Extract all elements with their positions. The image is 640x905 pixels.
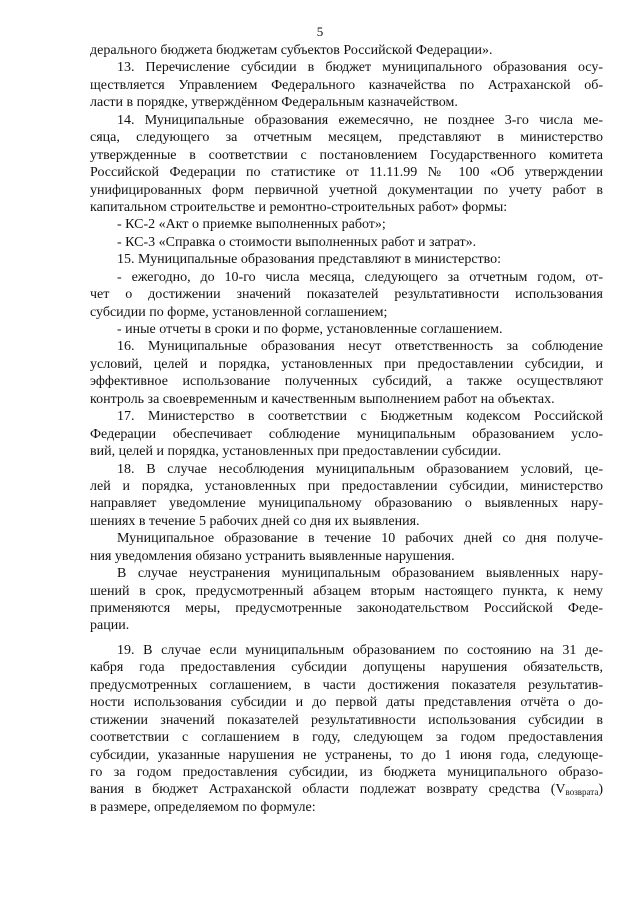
text-line-content: чет о достижении значений показателей результативности использования — [90, 287, 603, 303]
text-line — [90, 461, 603, 478]
text-line-content: 19. В случае если муниципальным образованием по состоянию на 31 де- — [117, 642, 603, 658]
text-line — [90, 42, 603, 59]
text-line-content: ласти в порядке, утверждённом Федеральным казначейством. — [90, 95, 458, 111]
text-line — [90, 391, 603, 408]
text-line — [90, 147, 603, 164]
text-line-content: предусмотренных соглашением, в части достижения показателя результатив- — [90, 677, 603, 693]
text-line — [90, 677, 603, 694]
document-body — [90, 42, 603, 816]
text-line — [90, 642, 603, 659]
text-line-content: лей и порядка, установленных при предоставлении субсидии, министерство — [90, 478, 603, 494]
page-number: 5 — [316, 24, 324, 39]
text-line — [90, 251, 603, 268]
text-line — [90, 408, 603, 425]
text-line-content: вания в бюджет Астраханской области подлежат возврату средства (V — [90, 782, 566, 798]
text-line-content: унифицированных форм первичной учетной документации по учету работ в — [90, 182, 603, 198]
text-line — [90, 583, 603, 600]
subscript: возврата — [565, 787, 599, 798]
text-line-content: 17. Министерство в соответствии с Бюджетным кодексом Российской — [117, 409, 603, 425]
text-line — [90, 443, 603, 460]
text-line-content: стижении значений показателей результативности использования субсидии в — [90, 712, 603, 728]
text-line-content: ществляется Управлением Федерального казначейства по Астраханской об- — [90, 77, 603, 93]
text-line-content: кабря года предоставления субсидии допущены нарушения обязательств, — [90, 660, 603, 676]
text-line — [90, 77, 603, 94]
text-line — [90, 548, 603, 565]
text-line — [90, 112, 603, 129]
text-line — [90, 729, 603, 746]
text-line-content: рации. — [90, 618, 130, 634]
text-line-content: 13. Перечисление субсидии в бюджет муниципального образования осу- — [117, 60, 603, 76]
text-line-content: в размере, определяемом по формуле: — [90, 799, 316, 815]
text-line — [90, 799, 603, 816]
text-line — [90, 694, 603, 711]
text-line-content: 18. В случае несоблюдения муниципальным образованием условий, це- — [117, 461, 603, 477]
text-line — [90, 321, 603, 338]
text-line — [90, 199, 603, 216]
text-line-content: - КС-2 «Акт о приемке выполненных работ»; — [117, 217, 386, 233]
text-line-content: сяца, следующего за отчетным месяцем, представляют в министерство — [90, 130, 603, 146]
text-line-content: контроль за своевременным и качественным выполнением работ на объектах. — [90, 391, 555, 407]
text-line — [90, 129, 603, 146]
text-line-content: направляет уведомление муниципальному образованию о выявленных нару- — [90, 496, 603, 512]
text-line-content: 16. Муниципальные образования несут ответственность за соблюдение — [117, 339, 603, 355]
text-line-content: - ежегодно, до 10-го числа месяца, следующего за отчетным годом, от- — [117, 269, 603, 285]
text-line-content: шениях в течение 5 рабочих дней со дня их выявления. — [90, 513, 420, 529]
text-line-content: - иные отчеты в сроки и по форме, установленные соглашением. — [117, 322, 503, 337]
text-line — [90, 513, 603, 530]
text-line — [90, 747, 603, 764]
text-line — [90, 269, 603, 286]
text-line — [90, 356, 603, 373]
text-line — [90, 565, 603, 582]
text-line — [90, 617, 603, 634]
text-line — [90, 781, 603, 798]
text-line — [90, 216, 603, 233]
text-line-content: условий, целей и порядка, установленных при предоставлении субсидии, и — [90, 356, 603, 372]
text-line-content: вий, целей и порядка, установленных при предоставлении субсидии. — [90, 444, 502, 460]
text-line-content: В случае неустранения муниципальным образованием выявленных нару- — [117, 566, 603, 582]
text-line-content: соответствии с соглашением в году, следующем за годом предоставления — [90, 730, 603, 746]
text-line — [90, 600, 603, 617]
text-line — [90, 59, 603, 76]
text-line — [90, 764, 603, 781]
text-line-content: эффективное использование полученных субсидий, а также осуществляют — [90, 374, 603, 390]
text-line-content: капитальном строительстве и ремонтно-строительных работ» формы: — [90, 199, 508, 215]
text-line-content: Муниципальное образование в течение 10 рабочих дней со дня получе- — [117, 531, 603, 547]
text-line — [90, 495, 603, 512]
text-line — [90, 426, 603, 443]
text-line — [90, 164, 603, 181]
text-line-suffix: ) — [598, 782, 603, 798]
text-line — [90, 530, 603, 547]
text-line-content: 14. Муниципальные образования ежемесячно, не позднее 3-го числа ме- — [117, 112, 603, 128]
text-line-content: Федерации обеспечивает соблюдение муниципальным образованием усло- — [90, 426, 603, 442]
text-line-content: ния уведомления обязано устранить выявленные нарушения. — [90, 548, 455, 564]
text-line-content: 15. Муниципальные образования представляют в министерство: — [117, 252, 502, 268]
text-line — [90, 234, 603, 251]
text-line — [90, 304, 603, 321]
text-line-content: Российской Федерации по статистике от 11.11.99 № 100 «Об утверждении — [90, 165, 603, 181]
text-line — [90, 182, 603, 199]
text-line — [90, 478, 603, 495]
text-line-content: дерального бюджета бюджетам субъектов Российской Федерации». — [90, 43, 493, 58]
text-line — [90, 338, 603, 355]
text-line — [90, 94, 603, 111]
text-line-content: утвержденные в соответствии с постановлением Государственного комитета — [90, 147, 603, 163]
text-line — [90, 373, 603, 390]
text-line-content: субсидии, указанные нарушения не устранены, то до 1 июня года, следующе- — [90, 747, 603, 763]
paragraph-gap — [90, 635, 603, 642]
text-line-content: го за годом предоставления субсидии, из бюджета муниципального образо- — [90, 764, 603, 780]
text-line — [90, 286, 603, 303]
text-line-content: субсидии по форме, установленной соглашением; — [90, 304, 388, 320]
text-line — [90, 712, 603, 729]
text-line — [90, 659, 603, 676]
text-line-content: применяются меры, предусмотренные законодательством Российской Феде- — [90, 601, 603, 616]
text-line-content: - КС-3 «Справка о стоимости выполненных работ и затрат». — [117, 234, 477, 250]
text-line-content: ности использования субсидии и до первой даты представления отчёта о до- — [90, 695, 603, 711]
text-line-content: шений в срок, предусмотренный абзацем вторым настоящего пункта, к нему — [90, 583, 603, 599]
